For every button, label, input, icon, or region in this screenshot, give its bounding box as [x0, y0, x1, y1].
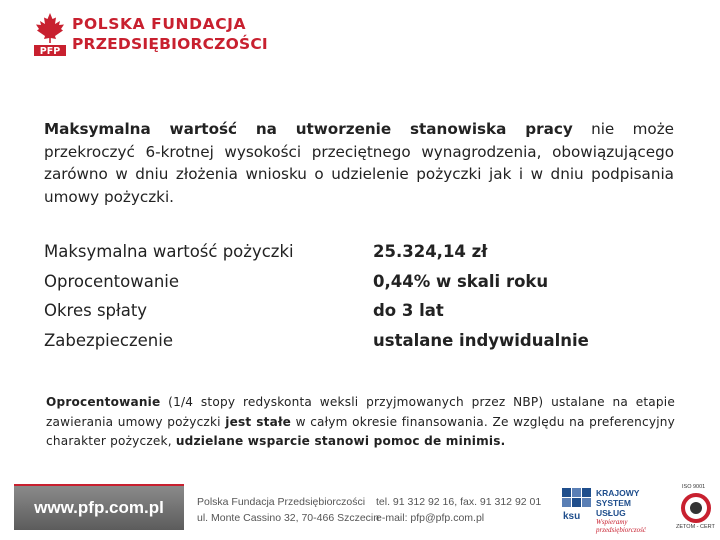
contact-phone: tel. 91 312 92 16, fax. 91 312 92 01: [376, 496, 542, 508]
detail-row: [44, 326, 684, 356]
detail-label: Maksymalna wartość pożyczki: [44, 242, 294, 261]
intro-bold: Maksymalna wartość na utworzenie stanowiska pracy: [44, 120, 573, 138]
ksu-logo: [562, 486, 672, 534]
footer-contact: [376, 494, 541, 526]
contact-email[interactable]: e-mail: pfp@pfp.com.pl: [376, 512, 485, 524]
detail-label: Okres spłaty: [44, 301, 148, 320]
logo-title-line1: POLSKA FUNDACJA: [72, 15, 247, 33]
ksu-tagline: Wspieramy przedsiębiorczość: [596, 518, 646, 534]
logo-title-line2: PRZEDSIĘBIORCZOŚCI: [72, 35, 268, 53]
certification-logo: [676, 484, 716, 532]
certification-seal-icon: [676, 492, 716, 524]
org-name: Polska Fundacja Przedsiębiorczości: [197, 496, 366, 508]
detail-label: Zabezpieczenie: [44, 330, 173, 350]
detail-value: do 3 lat: [373, 301, 444, 320]
pfp-logo: [34, 12, 268, 58]
ksu-line2: SYSTEM: [596, 498, 631, 508]
footer: [14, 482, 714, 534]
intro-paragraph: [44, 118, 674, 208]
detail-row: [44, 237, 684, 267]
detail-row: [44, 296, 684, 326]
org-address: ul. Monte Cassino 32, 70-466 Szczecin: [197, 512, 380, 524]
note-bold-3: udzielane wsparcie stanowi pomoc de minimis.: [175, 434, 506, 448]
detail-value: 25.324,14 zł: [373, 242, 488, 261]
cert-label: ZETOM - CERT: [676, 524, 715, 530]
intro-text: nie może przekroczyć 6-krotnej wysokości przeciętnego wynagrodzenia, obowiązującego zarówno w dniu złożenia wniosku o udzielenie pożyczki jak i w dniu podpisania umowy pożyczki.: [44, 120, 675, 206]
ksu-line1: KRAJOWY: [596, 488, 640, 498]
detail-value: 0,44% w skali roku: [373, 271, 549, 291]
iso-label: ISO 9001: [682, 484, 706, 490]
loan-details: [44, 237, 684, 355]
detail-label: Oprocentowanie: [44, 271, 180, 291]
note-text-1: (1/4 stopy redyskonta weksli przyjmowanych przez NBP) ustalane na etapie zawierania umowy pożyczki: [46, 395, 675, 429]
interest-note: [46, 393, 675, 452]
ksu-grid-icon: [562, 488, 592, 522]
note-bold-2: jest stałe: [225, 414, 292, 429]
ksu-line3: USŁUG: [596, 508, 626, 518]
website-link[interactable]: www.pfp.com.pl: [14, 484, 184, 530]
svg-text:ksu: ksu: [563, 511, 581, 522]
detail-value: ustalane indywidualnie: [373, 330, 589, 350]
note-bold-1: Oprocentowanie: [46, 395, 161, 409]
svg-text:PFP: PFP: [39, 46, 61, 56]
maple-leaf-icon: [34, 12, 66, 56]
footer-organization: [197, 494, 379, 526]
note-text-2: w całym okresie finansowania. Ze względu na preferencyjny charakter pożyczek,: [46, 414, 675, 448]
detail-row: [44, 267, 684, 297]
